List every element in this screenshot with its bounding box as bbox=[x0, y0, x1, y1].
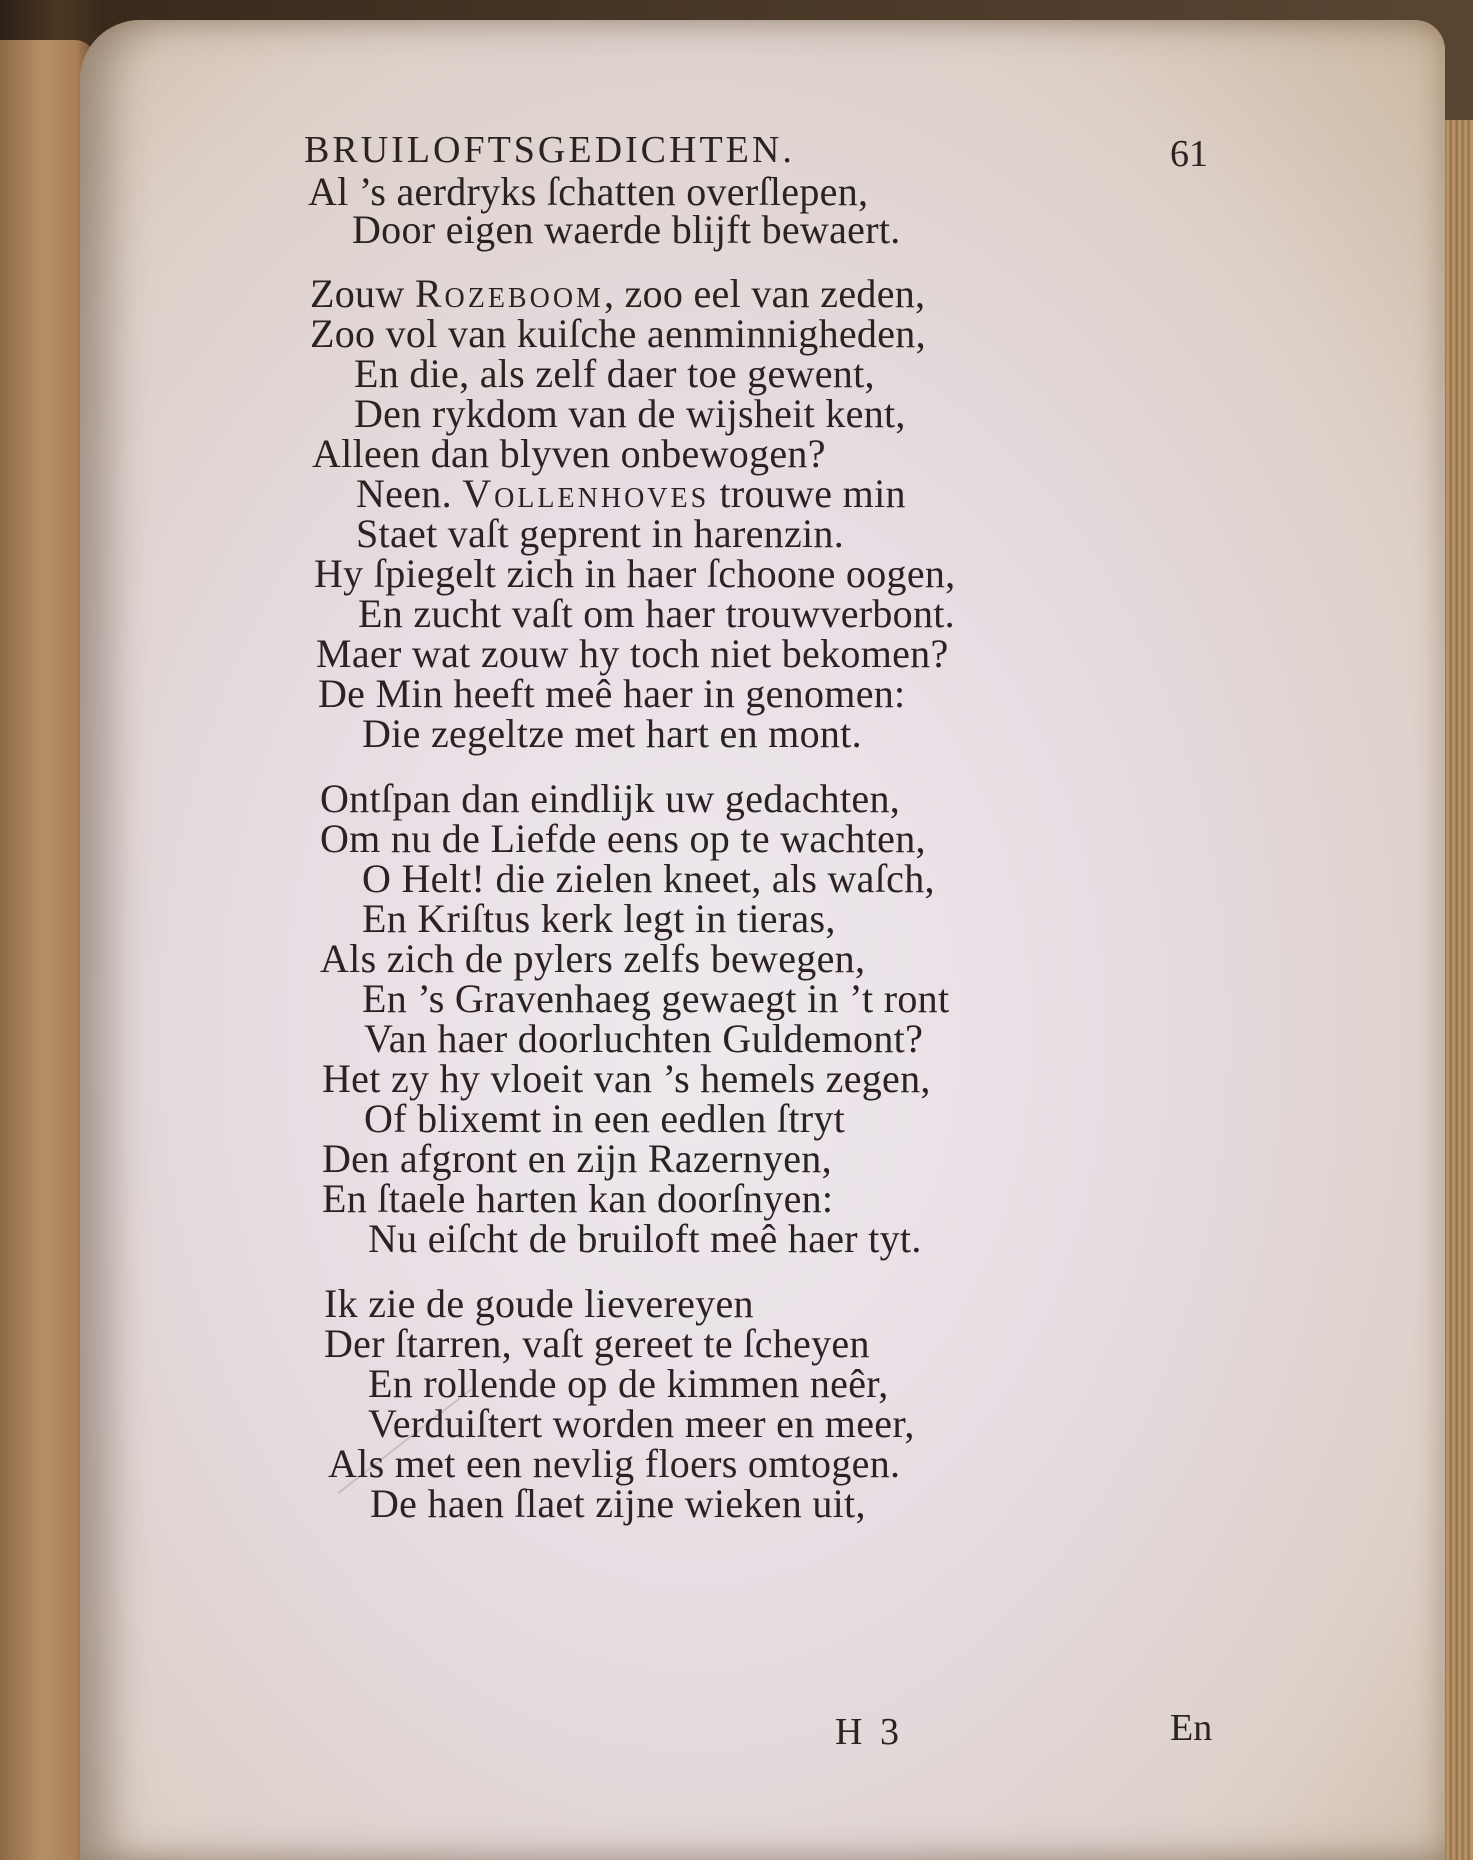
poem-line: Ontſpan dan eindlijk uw gedachten, bbox=[320, 776, 901, 821]
running-head: BRUILOFTSGEDICHTEN. bbox=[304, 129, 795, 171]
poem-line: Door eigen waerde blijft bewaert. bbox=[352, 207, 901, 252]
poem-line: Het zy hy vloeit van ’s hemels zegen, bbox=[322, 1056, 931, 1101]
poem-line: O Helt! die zielen kneet, als waſch, bbox=[362, 856, 935, 901]
signature-mark: H 3 bbox=[835, 1711, 903, 1753]
poem-line: Verduiſtert worden meer en meer, bbox=[368, 1401, 915, 1446]
poem-line: En die, als zelf daer toe gewent, bbox=[354, 351, 875, 396]
poem-line: De haen ſlaet zijne wieken uit, bbox=[370, 1481, 866, 1526]
poem-line: Ik zie de goude lievereyen bbox=[324, 1281, 754, 1326]
poem-line: De Min heeft meê haer in genomen: bbox=[318, 671, 906, 716]
poem-line: Om nu de Liefde eens op te wachten, bbox=[320, 816, 926, 861]
poem-line: Staet vaſt geprent in harenzin. bbox=[356, 511, 845, 556]
poem-line: Al ’s aerdryks ſchatten overſlepen, bbox=[308, 169, 869, 214]
name-rozeboom: Rozeboom bbox=[414, 271, 604, 316]
poem-line: Als met een nevlig floers omtogen. bbox=[328, 1441, 901, 1486]
poem-line-end: trouwe min bbox=[709, 471, 906, 516]
poem-line: En Kriſtus kerk legt in tieras, bbox=[362, 896, 836, 941]
poem-line: Als zich de pylers zelfs bewegen, bbox=[320, 936, 866, 981]
poem-line-start: Neen. bbox=[356, 471, 463, 516]
poem-line: En ſtaele harten kan doorſnyen: bbox=[322, 1176, 834, 1221]
poem-line: Of blixemt in een eedlen ſtryt bbox=[364, 1096, 846, 1141]
poem-line: Den afgront en zijn Razernyen, bbox=[322, 1136, 832, 1181]
poem-line: Der ſtarren, vaſt gereet te ſcheyen bbox=[324, 1321, 870, 1366]
poem-line: Alleen dan blyven onbewogen? bbox=[312, 431, 826, 476]
poem-line: En rollende op de kimmen neêr, bbox=[368, 1361, 889, 1406]
poem-line-start: Zouw bbox=[310, 271, 415, 316]
poem-line: En zucht vaſt om haer trouwverbont. bbox=[358, 591, 955, 636]
page-number: 61 bbox=[1170, 133, 1208, 175]
poem-line: En ’s Gravenhaeg gewaegt in ’t ront bbox=[362, 976, 950, 1021]
poem-line: Maer wat zouw hy toch niet bekomen? bbox=[316, 631, 949, 676]
catchword: En bbox=[1170, 1707, 1213, 1749]
poem-line: Die zegeltze met hart en mont. bbox=[362, 711, 862, 756]
poem-line: Hy ſpiegelt zich in haer ſchoone oogen, bbox=[314, 551, 956, 596]
poem-line: Zoo vol van kuiſche aenminnigheden, bbox=[310, 311, 926, 356]
name-vollenhoves: Vollenhoves bbox=[462, 471, 710, 516]
poem-line: Nu eiſcht de bruiloft meê haer tyt. bbox=[368, 1216, 922, 1261]
poem-line: Van haer doorluchten Guldemont? bbox=[364, 1016, 924, 1061]
poem-line: Den rykdom van de wijsheit kent, bbox=[354, 391, 906, 436]
poem-line-end: , zoo eel van zeden, bbox=[603, 271, 926, 316]
